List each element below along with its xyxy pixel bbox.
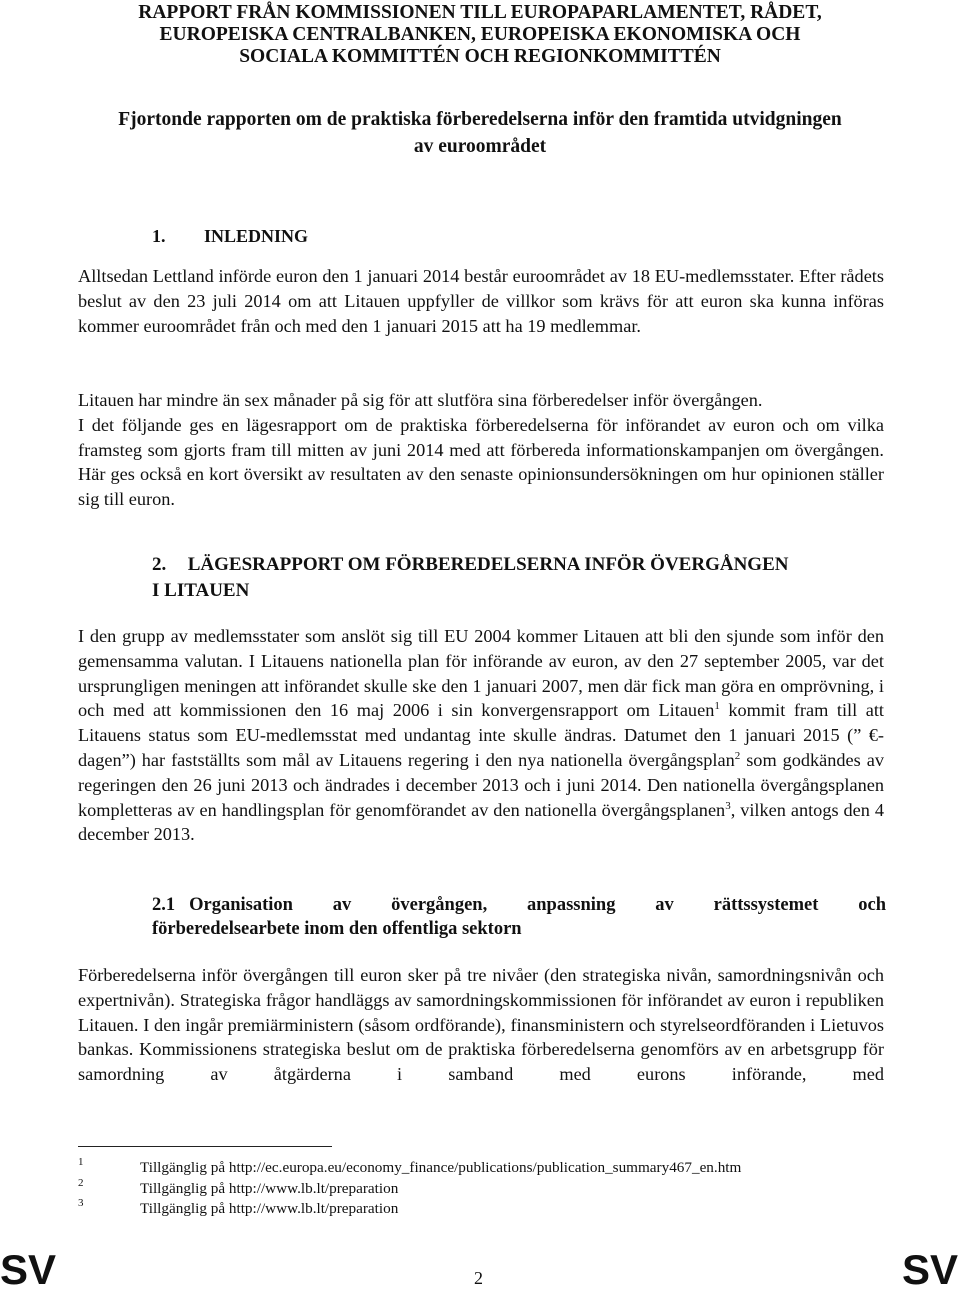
footnote-separator: [78, 1146, 332, 1147]
section-2-1-title-line-2: förberedelsearbete inom den offentliga sektorn: [152, 919, 522, 939]
footnote-2-number: 2: [78, 1177, 84, 1189]
language-code-right: SV: [901, 1246, 958, 1293]
section-2-1-title-line-1: Organisation av övergången, anpassning av rättssystemet och: [189, 895, 886, 915]
section-2-p-part4: , vilken antogs den 4 december 2013.: [78, 799, 884, 845]
section-1-title: INLEDNING: [204, 226, 309, 246]
header-line-2: EUROPEISKA CENTRALBANKEN, EUROPEISKA EKONOMISKA OCH: [159, 24, 801, 45]
header-line-1: RAPPORT FRÅN KOMMISSIONEN TILL EUROPAPARLAMENTET, RÅDET,: [138, 2, 822, 23]
subtitle-line-1: Fjortonde rapporten om de praktiska förberedelserna inför den framtida utvidgningen: [118, 109, 842, 130]
section-2-p-part1: I den grupp av medlemsstater som anslöt sig till EU 2004 kommer Litauen att bli den sjunde som inför den gemensamma valutan. I Litauens nationella plan för införande av euron, av den 27 september 2005, var det ursprungligen meningen att införandet skulle ske den 1 januari 2007, men där fick man göra en omprövning, i och med att kommissionen den 16 maj 2006 i sin konvergensrapport om Litauen: [78, 626, 884, 721]
section-2-1-paragraph: [78, 963, 884, 1087]
section-2-1-heading: [152, 893, 886, 941]
footnote-3-number: 3: [78, 1197, 84, 1209]
footnote-1-number: 1: [78, 1156, 84, 1168]
footnote-ref-1: 1: [714, 700, 720, 713]
section-2-1-number: 2.1: [152, 895, 176, 915]
report-subtitle: [80, 106, 880, 160]
section-2-1-p-text: Förberedelserna inför övergången till euron sker på tre nivåer (den strategiska nivån, samordningsnivån och expertnivån). Strategiska frågor handläggs av samordningskommissionen för införandet av euron i republiken Litauen. I den ingår premiärministern (såsom ordförande), finansministern och styrelseordföranden i Lietuvos bankas. Kommissionens strategiska beslut om de praktiska förberedelserna genomförs av en arbetsgrupp för samordning av åtgärderna i samband med eurons införande, med: [78, 965, 884, 1085]
section-2-p-part2: kommit fram till att Litauens status som EU-medlemsstat med undantag inte skulle ändras. Datumet den 1 januari 2015 (” €-dagen”) har fastställts som mål av Litauens regering i den nya nationella övergångsplan: [78, 700, 885, 770]
section-2-title-line-1: LÄGESRAPPORT OM FÖRBEREDELSERNA INFÖR ÖVERGÅNGEN: [187, 554, 789, 575]
section-1-paragraph-2: [78, 388, 884, 512]
footnote-3-text: Tillgänglig på http://www.lb.lt/preparation: [140, 1200, 399, 1217]
report-header: [80, 2, 880, 68]
section-2-p-text: [78, 624, 884, 847]
section-2-p-part3: som godkändes av regeringen den 26 juni 2013 och ändrades i december 2013 och i juni 2014. Den nationella övergångsplanen kompletteras av en handlingsplan för genomförandet av den nationella övergångsplanen: [78, 749, 884, 820]
subtitle-line-2: av euroområdet: [413, 136, 547, 157]
section-2-heading: [152, 552, 886, 604]
footnote-ref-3: 3: [725, 799, 731, 812]
section-2-1-heading-row: [152, 893, 886, 917]
section-1-number: 1.: [152, 226, 166, 246]
footnote-ref-2: 2: [734, 749, 741, 762]
footnote-2-text: Tillgänglig på http://www.lb.lt/preparation: [140, 1180, 399, 1197]
section-1-paragraph-1: [78, 264, 884, 338]
footnote-1-text: Tillgänglig på http://ec.europa.eu/economy_finance/publications/publication_summary467_en.htm: [140, 1159, 742, 1176]
section-2-number: 2.: [152, 554, 167, 575]
section-2-title-line-2: I LITAUEN: [152, 580, 250, 601]
section-1-p2a-text: Litauen har mindre än sex månader på sig för att slutföra sina förberedelser inför övergången.: [78, 390, 763, 410]
section-1-p2b-text: I det följande ges en lägesrapport om de praktiska förberedelserna för införandet av euron och om vilka framsteg som gjorts fram till mitten av juni 2014 med att förbereda informationskampanjen om övergången. Här ges också en kort översikt av resultaten av den senaste opinionsundersökningen om hur opinionen ställer sig till euron.: [78, 414, 884, 510]
language-code-left: SV: [0, 1246, 57, 1293]
page-number: 2: [474, 1268, 483, 1288]
section-2-paragraph: [78, 624, 884, 847]
section-1-p1-text: Alltsedan Lettland införde euron den 1 januari 2014 består euroområdet av 18 EU-medlemsstater. Efter rådets beslut av den 23 juli 2014 om att Litauen uppfyller de villkor som krävs för att euron ska kunna införas kommer euroområdet från och med den 1 januari 2015 att ha 19 medlemmar.: [78, 266, 884, 336]
header-line-3: SOCIALA KOMMITTÉN OCH REGIONKOMMITTÉN: [239, 46, 721, 67]
